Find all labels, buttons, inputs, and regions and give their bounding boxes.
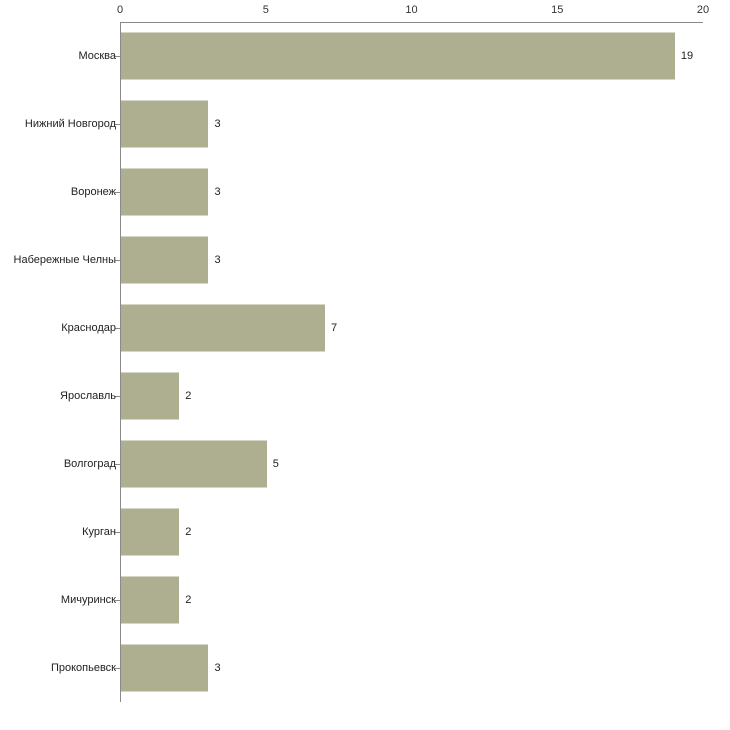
bar-value-label: 7 xyxy=(331,322,338,334)
bar[interactable] xyxy=(121,101,208,148)
bar-value-label: 2 xyxy=(185,526,192,538)
bar-value-label: 19 xyxy=(680,50,694,62)
bar-value-label: 3 xyxy=(214,118,221,130)
bar-value-label: 3 xyxy=(214,186,221,198)
bar-value-label: 2 xyxy=(185,594,192,606)
category-label: Москва xyxy=(78,50,116,62)
bar[interactable] xyxy=(121,645,208,692)
bar[interactable] xyxy=(121,373,179,420)
bar-value-label: 3 xyxy=(214,254,221,266)
x-tick-label: 10 xyxy=(405,4,418,16)
bar[interactable] xyxy=(121,509,179,556)
bar[interactable] xyxy=(121,33,675,80)
category-label: Нижний Новгород xyxy=(24,118,116,130)
x-tick-label: 0 xyxy=(116,4,124,16)
category-label: Воронеж xyxy=(70,186,116,198)
bar[interactable] xyxy=(121,169,208,216)
category-label: Ярославль xyxy=(60,390,116,402)
bar[interactable] xyxy=(121,305,325,352)
bar-value-label: 2 xyxy=(185,390,192,402)
x-tick-label: 15 xyxy=(551,4,564,16)
bar-value-label: 3 xyxy=(214,662,221,674)
bar-value-label: 5 xyxy=(272,458,279,470)
bar[interactable] xyxy=(121,577,179,624)
category-label: Прокопьевск xyxy=(50,662,116,674)
x-tick-label: 20 xyxy=(696,4,710,16)
category-label: Набережные Челны xyxy=(13,254,116,266)
x-tick-label: 5 xyxy=(262,4,269,16)
category-label: Волгоград xyxy=(63,458,116,470)
category-label: Мичуринск xyxy=(60,594,116,606)
category-label: Краснодар xyxy=(61,322,116,334)
bar[interactable] xyxy=(121,237,208,284)
x-axis-line xyxy=(120,22,703,23)
category-label: Курган xyxy=(82,526,116,538)
bar[interactable] xyxy=(121,441,267,488)
